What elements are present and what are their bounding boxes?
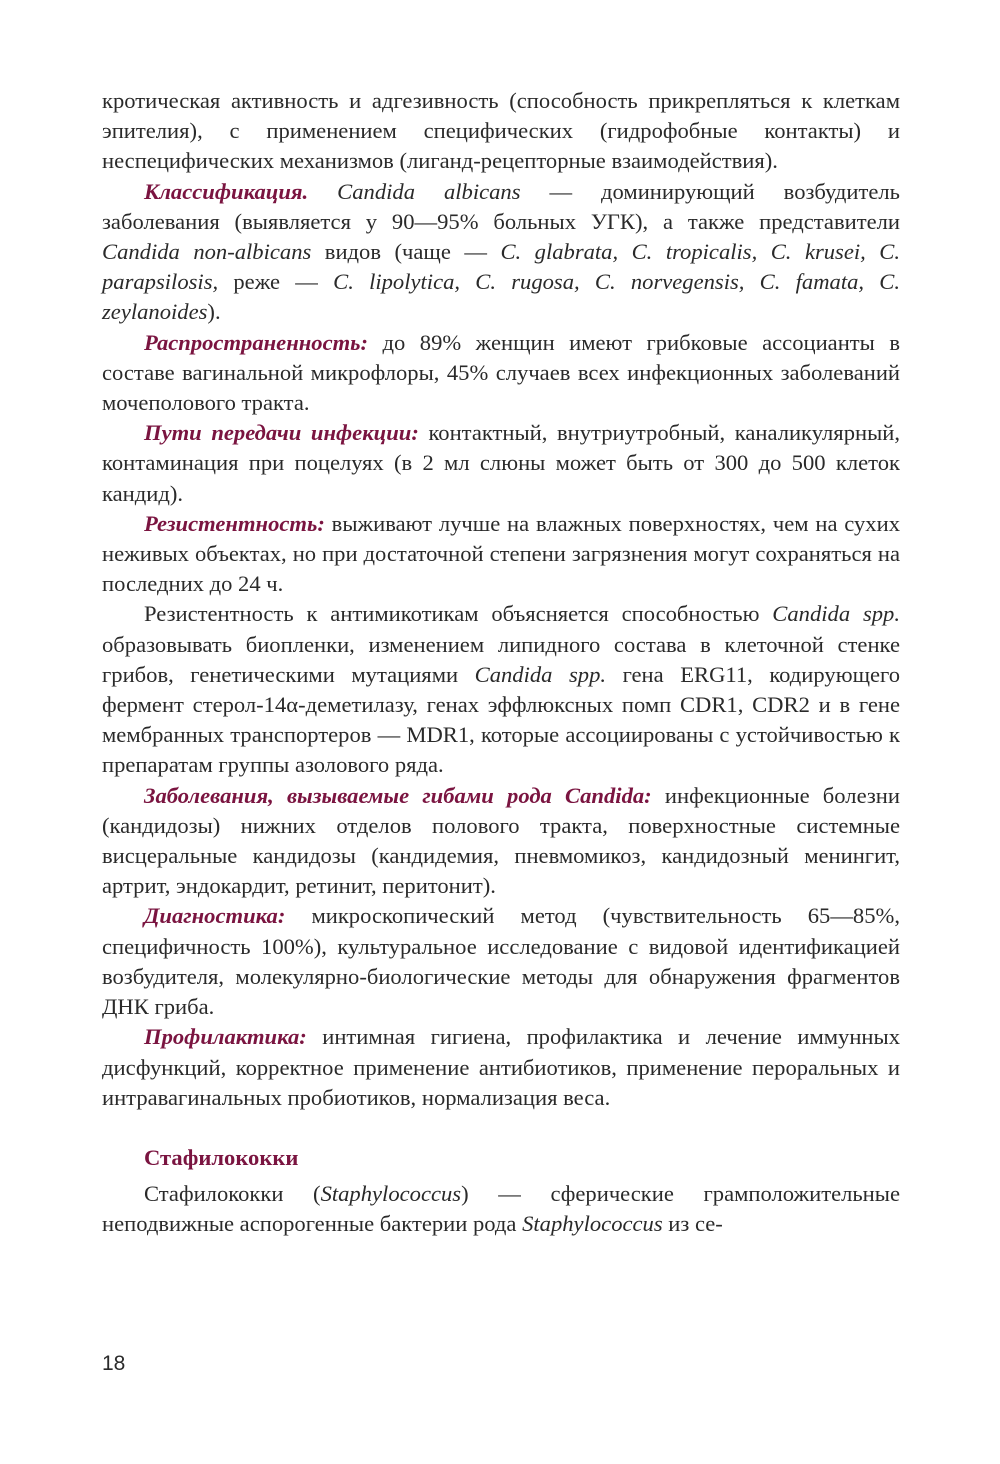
text-run: микроскопический метод (чувствительность 65—85%, специфичность 100%), культуральное исследование с видовой идентификацией возбудителя, молекулярно-биологические методы для обнаружения фрагментов ДНК гриба. [102,903,900,1020]
text-run: реже — [218,269,334,295]
text-run: до 89% женщин имеют грибковые ассоцианты в составе вагинальной микрофлоры, 45% случаев всех инфекционных заболеваний мочеполового тракта. [102,329,900,416]
term-prevention: Профилактика: [144,1024,307,1050]
species-name: Staphylococcus [522,1211,663,1237]
text-run: контактный, внутриутробный, каналикулярный, контаминация при поцелуях (в 2 мл слюны может быть от 300 до 500 клеток кандид). [102,420,900,506]
paragraph-staphylococci [102,1179,900,1239]
paragraph-prevention [102,1022,900,1113]
text-run: ) — сферические грамположительные неподвижные аспорогенные бактерии рода [102,1180,900,1237]
species-name: C. glabrata, C. tropicalis, C. krusei, C. parapsilosis, [102,239,901,295]
term-diseases: Заболевания, вызываемые гибами рода Candida: [144,782,652,808]
paragraph-transmission [102,418,900,509]
page-body [102,86,900,1239]
paragraph-resistance [102,509,900,600]
text-run: образовывать биопленки, изменением липидного состава в клеточной стенке грибов, генетическими мутациями [102,631,900,687]
paragraph-prevalence [102,328,900,419]
species-name: Candida albicans [337,178,521,204]
species-name: C. lipolytica, C. rugosa, C. norvegensis, C. famata, C. zeylanoides [102,269,900,325]
text-run: Резистентность к антимикотикам объясняется способностью [144,601,773,627]
paragraph-continuation: кротическая активность и адгезивность (способность прикрепляться к клеткам эпителия), с применением специфических (гидрофобные контакты) и неспецифических механизмов (лиганд-рецепторные взаимодействия). [102,88,900,174]
text-run: — доминирующий возбудитель заболевания (выявляется у 90—95% больных УГК), а также представители [102,178,900,234]
species-name: Staphylococcus [320,1180,462,1206]
term-prevalence: Распространенность: [144,329,369,355]
term-classification: Классификация. [144,178,309,204]
species-name: Candida spp. [772,601,901,627]
text-run: ). [207,299,221,325]
term-resistance: Резистентность: [144,510,325,536]
term-diagnostics: Диагностика: [144,903,286,929]
section-heading: Стафилококки [144,1144,299,1170]
text-run: интимная гигиена, профилактика и лечение иммунных дисфункций, корректное применение антибиотиков, применение пероральных и интравагинальных пробиотиков, нормализация веса. [102,1024,900,1110]
text-run: видов (чаще — [311,239,501,265]
paragraph-diseases [102,781,900,902]
term-transmission: Пути передачи инфекции: [144,420,419,446]
text-run: инфекционные болезни (кандидозы) нижних отделов полового тракта, поверхностные системные висцеральные кандидозы (кандидемия, пневмомикоз, кандидозный менингит, артрит, эндокардит, ретинит, перитонит). [102,782,900,899]
paragraph-diagnostics [102,901,900,1022]
text-run: гена ERG11, кодирующего фермент стерол-14α-деметилазу, генах эффлюксных помп CDR1, CDR2 и в гене мембранных транспортеров — MDR1, которые ассоциированы с устойчивостью к препаратам группы азолового ряда. [102,661,900,778]
paragraph-antimycotic-resistance [102,599,900,780]
paragraph-classification [102,177,900,328]
species-name: Candida non-albicans [102,239,312,265]
text-run: Стафилококки ( [144,1180,321,1206]
species-name: Candida spp. [474,661,607,687]
page-number: 18 [102,1352,126,1375]
text-run: из се- [662,1211,723,1237]
text-run: выживают лучше на влажных поверхностях, чем на сухих неживых объектах, но при достаточной степени загрязнения могут сохраняться на последних до 24 ч. [102,510,900,597]
